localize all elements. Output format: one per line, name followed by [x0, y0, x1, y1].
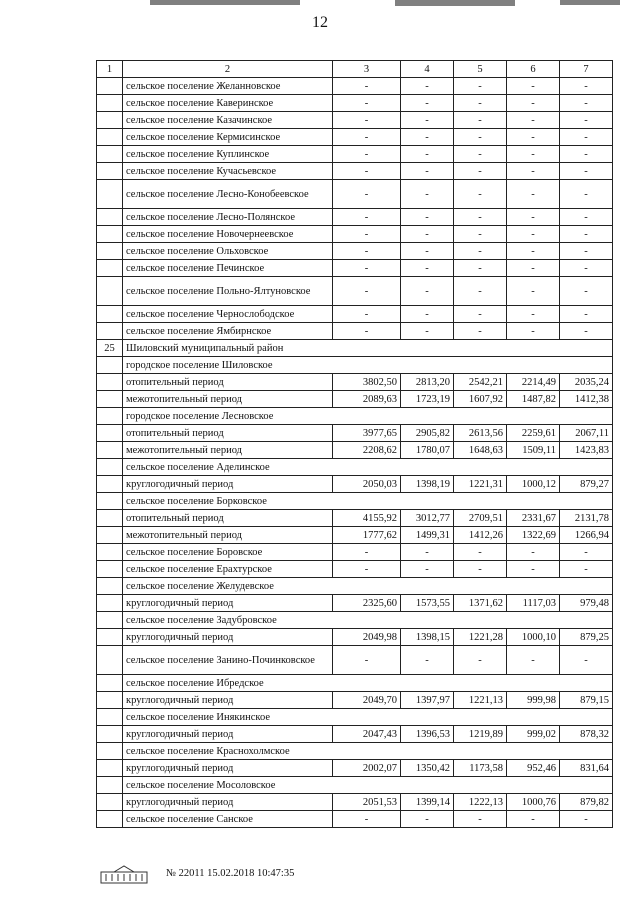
value-cell: -: [454, 78, 507, 95]
row-number-cell: [97, 78, 123, 95]
value-cell: -: [507, 277, 560, 306]
column-header: 3: [333, 61, 401, 78]
value-cell: 4155,92: [333, 510, 401, 527]
table-row: [97, 510, 613, 527]
table-row: [97, 78, 613, 95]
table-row: [97, 277, 613, 306]
value-cell: -: [560, 95, 613, 112]
table-row: [97, 226, 613, 243]
value-cell: -: [507, 78, 560, 95]
building-stamp-icon: [100, 864, 148, 884]
value-cell: -: [507, 129, 560, 146]
value-cell: -: [401, 226, 454, 243]
value-cell: -: [454, 226, 507, 243]
value-cell: -: [333, 180, 401, 209]
table-row: [97, 544, 613, 561]
row-number-cell: [97, 595, 123, 612]
value-cell: -: [454, 323, 507, 340]
value-cell: -: [401, 146, 454, 163]
value-cell: -: [401, 163, 454, 180]
value-cell: 999,02: [507, 726, 560, 743]
name-cell: отопительный период: [123, 374, 333, 391]
value-cell: 2049,98: [333, 629, 401, 646]
value-cell: 1173,58: [454, 760, 507, 777]
value-cell: -: [507, 323, 560, 340]
row-number-cell: [97, 209, 123, 226]
value-cell: -: [401, 95, 454, 112]
value-cell: -: [560, 146, 613, 163]
row-number-cell: [97, 129, 123, 146]
value-cell: -: [560, 78, 613, 95]
value-cell: -: [333, 129, 401, 146]
section-label-cell: сельское поселение Задубровское: [123, 612, 613, 629]
name-cell: сельское поселение Ерахтурское: [123, 561, 333, 578]
value-cell: -: [401, 277, 454, 306]
value-cell: 1499,31: [401, 527, 454, 544]
value-cell: -: [401, 561, 454, 578]
value-cell: -: [507, 146, 560, 163]
value-cell: 979,48: [560, 595, 613, 612]
value-cell: 2259,61: [507, 425, 560, 442]
value-cell: 1222,13: [454, 794, 507, 811]
value-cell: -: [507, 306, 560, 323]
value-cell: 1412,26: [454, 527, 507, 544]
value-cell: -: [560, 260, 613, 277]
row-number-cell: [97, 408, 123, 425]
row-number-cell: [97, 425, 123, 442]
row-number-cell: [97, 811, 123, 828]
scan-artifact: [150, 0, 300, 5]
row-number-cell: [97, 277, 123, 306]
name-cell: межотопительный период: [123, 442, 333, 459]
name-cell: сельское поселение Ямбирнское: [123, 323, 333, 340]
table-row: [97, 709, 613, 726]
name-cell: сельское поселение Чернослободское: [123, 306, 333, 323]
value-cell: -: [454, 129, 507, 146]
value-cell: 878,32: [560, 726, 613, 743]
value-cell: 2035,24: [560, 374, 613, 391]
value-cell: -: [507, 811, 560, 828]
table-row: [97, 760, 613, 777]
value-cell: 1221,31: [454, 476, 507, 493]
row-number-cell: [97, 357, 123, 374]
section-label-cell: городское поселение Шиловское: [123, 357, 613, 374]
value-cell: 1117,03: [507, 595, 560, 612]
value-cell: 2813,20: [401, 374, 454, 391]
page-number: 12: [312, 14, 328, 31]
value-cell: 1371,62: [454, 595, 507, 612]
value-cell: 952,46: [507, 760, 560, 777]
value-cell: -: [454, 95, 507, 112]
row-number-cell: [97, 243, 123, 260]
row-number-cell: [97, 760, 123, 777]
row-number-cell: [97, 323, 123, 340]
value-cell: -: [560, 544, 613, 561]
name-cell: круглогодичный период: [123, 692, 333, 709]
table-row: [97, 260, 613, 277]
table-row: [97, 129, 613, 146]
table-row: [97, 646, 613, 675]
name-cell: сельское поселение Лесно-Конобеевское: [123, 180, 333, 209]
table-row: [97, 578, 613, 595]
value-cell: 3802,50: [333, 374, 401, 391]
value-cell: -: [401, 243, 454, 260]
table-row: [97, 95, 613, 112]
value-cell: 2542,21: [454, 374, 507, 391]
value-cell: -: [507, 163, 560, 180]
name-cell: отопительный период: [123, 510, 333, 527]
row-number-cell: [97, 442, 123, 459]
value-cell: -: [454, 209, 507, 226]
value-cell: -: [507, 112, 560, 129]
value-cell: -: [333, 243, 401, 260]
value-cell: -: [333, 277, 401, 306]
name-cell: сельское поселение Кучасьевское: [123, 163, 333, 180]
value-cell: 1322,69: [507, 527, 560, 544]
column-header: 5: [454, 61, 507, 78]
row-number-cell: [97, 629, 123, 646]
value-cell: -: [454, 561, 507, 578]
value-cell: -: [333, 163, 401, 180]
row-number-cell: [97, 794, 123, 811]
value-cell: -: [401, 811, 454, 828]
value-cell: -: [333, 95, 401, 112]
value-cell: -: [333, 811, 401, 828]
value-cell: -: [560, 243, 613, 260]
name-cell: сельское поселение Желанновское: [123, 78, 333, 95]
table-row: [97, 180, 613, 209]
value-cell: -: [454, 112, 507, 129]
value-cell: -: [560, 112, 613, 129]
value-cell: -: [560, 129, 613, 146]
table-row: [97, 811, 613, 828]
value-cell: 879,15: [560, 692, 613, 709]
row-number-cell: [97, 510, 123, 527]
value-cell: 2331,67: [507, 510, 560, 527]
section-label-cell: сельское поселение Желудевское: [123, 578, 613, 595]
section-label-cell: сельское поселение Ибредское: [123, 675, 613, 692]
value-cell: -: [333, 226, 401, 243]
name-cell: сельское поселение Казачинское: [123, 112, 333, 129]
value-cell: 2214,49: [507, 374, 560, 391]
name-cell: сельское поселение Ольховское: [123, 243, 333, 260]
value-cell: 2905,82: [401, 425, 454, 442]
table-row: [97, 374, 613, 391]
value-cell: -: [401, 323, 454, 340]
value-cell: -: [401, 646, 454, 675]
value-cell: 1398,19: [401, 476, 454, 493]
value-cell: 2613,56: [454, 425, 507, 442]
value-cell: -: [560, 209, 613, 226]
row-number-cell: [97, 493, 123, 510]
value-cell: 1648,63: [454, 442, 507, 459]
row-number-cell: [97, 260, 123, 277]
row-number-cell: [97, 578, 123, 595]
column-header: 1: [97, 61, 123, 78]
row-number-cell: [97, 646, 123, 675]
table-row: [97, 408, 613, 425]
section-label-cell: Шиловский муниципальный район: [123, 340, 613, 357]
data-table: [96, 60, 613, 828]
column-header: 2: [123, 61, 333, 78]
value-cell: -: [507, 243, 560, 260]
table-row: [97, 442, 613, 459]
value-cell: 3977,65: [333, 425, 401, 442]
value-cell: -: [560, 277, 613, 306]
value-cell: 1607,92: [454, 391, 507, 408]
value-cell: 1350,42: [401, 760, 454, 777]
value-cell: 1219,89: [454, 726, 507, 743]
value-cell: -: [507, 180, 560, 209]
value-cell: 1000,76: [507, 794, 560, 811]
value-cell: -: [333, 544, 401, 561]
value-cell: -: [507, 209, 560, 226]
value-cell: -: [401, 180, 454, 209]
table-row: [97, 794, 613, 811]
table-row: [97, 340, 613, 357]
table-row: [97, 112, 613, 129]
value-cell: 1487,82: [507, 391, 560, 408]
row-number-cell: [97, 391, 123, 408]
row-number-cell: [97, 459, 123, 476]
table-row: [97, 612, 613, 629]
table-row: [97, 243, 613, 260]
value-cell: -: [507, 260, 560, 277]
name-cell: сельское поселение Новочернеевское: [123, 226, 333, 243]
table-row: [97, 425, 613, 442]
value-cell: -: [454, 306, 507, 323]
value-cell: 1396,53: [401, 726, 454, 743]
name-cell: сельское поселение Каверинское: [123, 95, 333, 112]
value-cell: -: [454, 646, 507, 675]
table-row: [97, 476, 613, 493]
section-label-cell: сельское поселение Инякинское: [123, 709, 613, 726]
table-row: [97, 629, 613, 646]
name-cell: межотопительный период: [123, 391, 333, 408]
row-number-cell: [97, 709, 123, 726]
value-cell: -: [333, 146, 401, 163]
table-row: [97, 561, 613, 578]
value-cell: 1423,83: [560, 442, 613, 459]
row-number-cell: [97, 544, 123, 561]
name-cell: сельское поселение Печинское: [123, 260, 333, 277]
table-row: [97, 493, 613, 510]
value-cell: 1000,10: [507, 629, 560, 646]
name-cell: сельское поселение Боровское: [123, 544, 333, 561]
value-cell: -: [560, 323, 613, 340]
value-cell: 1221,28: [454, 629, 507, 646]
value-cell: 1221,13: [454, 692, 507, 709]
column-header: 4: [401, 61, 454, 78]
value-cell: 879,27: [560, 476, 613, 493]
value-cell: 879,25: [560, 629, 613, 646]
row-number-cell: [97, 476, 123, 493]
name-cell: сельское поселение Куплинское: [123, 146, 333, 163]
value-cell: -: [560, 226, 613, 243]
value-cell: 1509,11: [507, 442, 560, 459]
table-header-row: [97, 61, 613, 78]
column-header: 6: [507, 61, 560, 78]
value-cell: 2049,70: [333, 692, 401, 709]
name-cell: круглогодичный период: [123, 629, 333, 646]
scan-artifact: [395, 0, 515, 6]
table-row: [97, 357, 613, 374]
value-cell: 879,82: [560, 794, 613, 811]
name-cell: круглогодичный период: [123, 726, 333, 743]
value-cell: -: [454, 811, 507, 828]
value-cell: -: [454, 260, 507, 277]
table-row: [97, 163, 613, 180]
row-number-cell: 25: [97, 340, 123, 357]
name-cell: сельское поселение Лесно-Полянское: [123, 209, 333, 226]
value-cell: -: [401, 112, 454, 129]
value-cell: -: [507, 561, 560, 578]
value-cell: 2709,51: [454, 510, 507, 527]
column-header: 7: [560, 61, 613, 78]
table-row: [97, 743, 613, 760]
name-cell: сельское поселение Польно-Ялтуновское: [123, 277, 333, 306]
value-cell: -: [401, 129, 454, 146]
row-number-cell: [97, 180, 123, 209]
row-number-cell: [97, 726, 123, 743]
value-cell: -: [401, 78, 454, 95]
document-id: № 22011 15.02.2018 10:47:35: [166, 868, 295, 879]
name-cell: круглогодичный период: [123, 476, 333, 493]
row-number-cell: [97, 692, 123, 709]
value-cell: 1780,07: [401, 442, 454, 459]
value-cell: -: [333, 561, 401, 578]
row-number-cell: [97, 561, 123, 578]
table-row: [97, 595, 613, 612]
table-row: [97, 391, 613, 408]
name-cell: сельское поселение Кермисинское: [123, 129, 333, 146]
value-cell: -: [333, 260, 401, 277]
value-cell: -: [401, 544, 454, 561]
table-row: [97, 146, 613, 163]
table-row: [97, 777, 613, 794]
table-row: [97, 675, 613, 692]
document-footer: [100, 864, 500, 884]
value-cell: -: [333, 646, 401, 675]
value-cell: -: [454, 163, 507, 180]
row-number-cell: [97, 146, 123, 163]
value-cell: 1266,94: [560, 527, 613, 544]
name-cell: круглогодичный период: [123, 595, 333, 612]
table-row: [97, 323, 613, 340]
row-number-cell: [97, 226, 123, 243]
value-cell: 999,98: [507, 692, 560, 709]
value-cell: 3012,77: [401, 510, 454, 527]
value-cell: -: [401, 209, 454, 226]
value-cell: 2131,78: [560, 510, 613, 527]
table-row: [97, 209, 613, 226]
row-number-cell: [97, 163, 123, 180]
section-label-cell: городское поселение Лесновское: [123, 408, 613, 425]
section-label-cell: сельское поселение Аделинское: [123, 459, 613, 476]
value-cell: 1398,15: [401, 629, 454, 646]
table-row: [97, 459, 613, 476]
table-row: [97, 527, 613, 544]
value-cell: -: [507, 95, 560, 112]
row-number-cell: [97, 95, 123, 112]
value-cell: 2047,43: [333, 726, 401, 743]
value-cell: 2208,62: [333, 442, 401, 459]
row-number-cell: [97, 743, 123, 760]
row-number-cell: [97, 306, 123, 323]
section-label-cell: сельское поселение Борковское: [123, 493, 613, 510]
value-cell: -: [333, 306, 401, 323]
value-cell: -: [454, 180, 507, 209]
table-row: [97, 306, 613, 323]
row-number-cell: [97, 527, 123, 544]
name-cell: сельское поселение Занино-Починковское: [123, 646, 333, 675]
value-cell: -: [454, 277, 507, 306]
row-number-cell: [97, 112, 123, 129]
name-cell: круглогодичный период: [123, 794, 333, 811]
value-cell: 2050,03: [333, 476, 401, 493]
row-number-cell: [97, 675, 123, 692]
value-cell: -: [454, 243, 507, 260]
value-cell: -: [507, 646, 560, 675]
table-row: [97, 692, 613, 709]
value-cell: -: [507, 544, 560, 561]
value-cell: -: [454, 146, 507, 163]
value-cell: 831,64: [560, 760, 613, 777]
value-cell: -: [560, 180, 613, 209]
value-cell: -: [454, 544, 507, 561]
value-cell: 2089,63: [333, 391, 401, 408]
value-cell: -: [333, 209, 401, 226]
value-cell: 1399,14: [401, 794, 454, 811]
row-number-cell: [97, 374, 123, 391]
value-cell: 2067,11: [560, 425, 613, 442]
section-label-cell: сельское поселение Краснохолмское: [123, 743, 613, 760]
name-cell: межотопительный период: [123, 527, 333, 544]
section-label-cell: сельское поселение Мосоловское: [123, 777, 613, 794]
value-cell: -: [333, 112, 401, 129]
row-number-cell: [97, 777, 123, 794]
value-cell: -: [333, 78, 401, 95]
name-cell: отопительный период: [123, 425, 333, 442]
value-cell: -: [507, 226, 560, 243]
row-number-cell: [97, 612, 123, 629]
value-cell: -: [560, 163, 613, 180]
scan-artifact: [560, 0, 620, 5]
value-cell: -: [560, 561, 613, 578]
value-cell: -: [560, 306, 613, 323]
value-cell: 1412,38: [560, 391, 613, 408]
value-cell: 1723,19: [401, 391, 454, 408]
value-cell: 1397,97: [401, 692, 454, 709]
table-row: [97, 726, 613, 743]
value-cell: -: [333, 323, 401, 340]
value-cell: 2325,60: [333, 595, 401, 612]
value-cell: 2002,07: [333, 760, 401, 777]
value-cell: -: [560, 811, 613, 828]
value-cell: -: [401, 306, 454, 323]
value-cell: -: [560, 646, 613, 675]
value-cell: 2051,53: [333, 794, 401, 811]
value-cell: 1000,12: [507, 476, 560, 493]
value-cell: 1573,55: [401, 595, 454, 612]
value-cell: -: [401, 260, 454, 277]
value-cell: 1777,62: [333, 527, 401, 544]
name-cell: круглогодичный период: [123, 760, 333, 777]
name-cell: сельское поселение Санское: [123, 811, 333, 828]
